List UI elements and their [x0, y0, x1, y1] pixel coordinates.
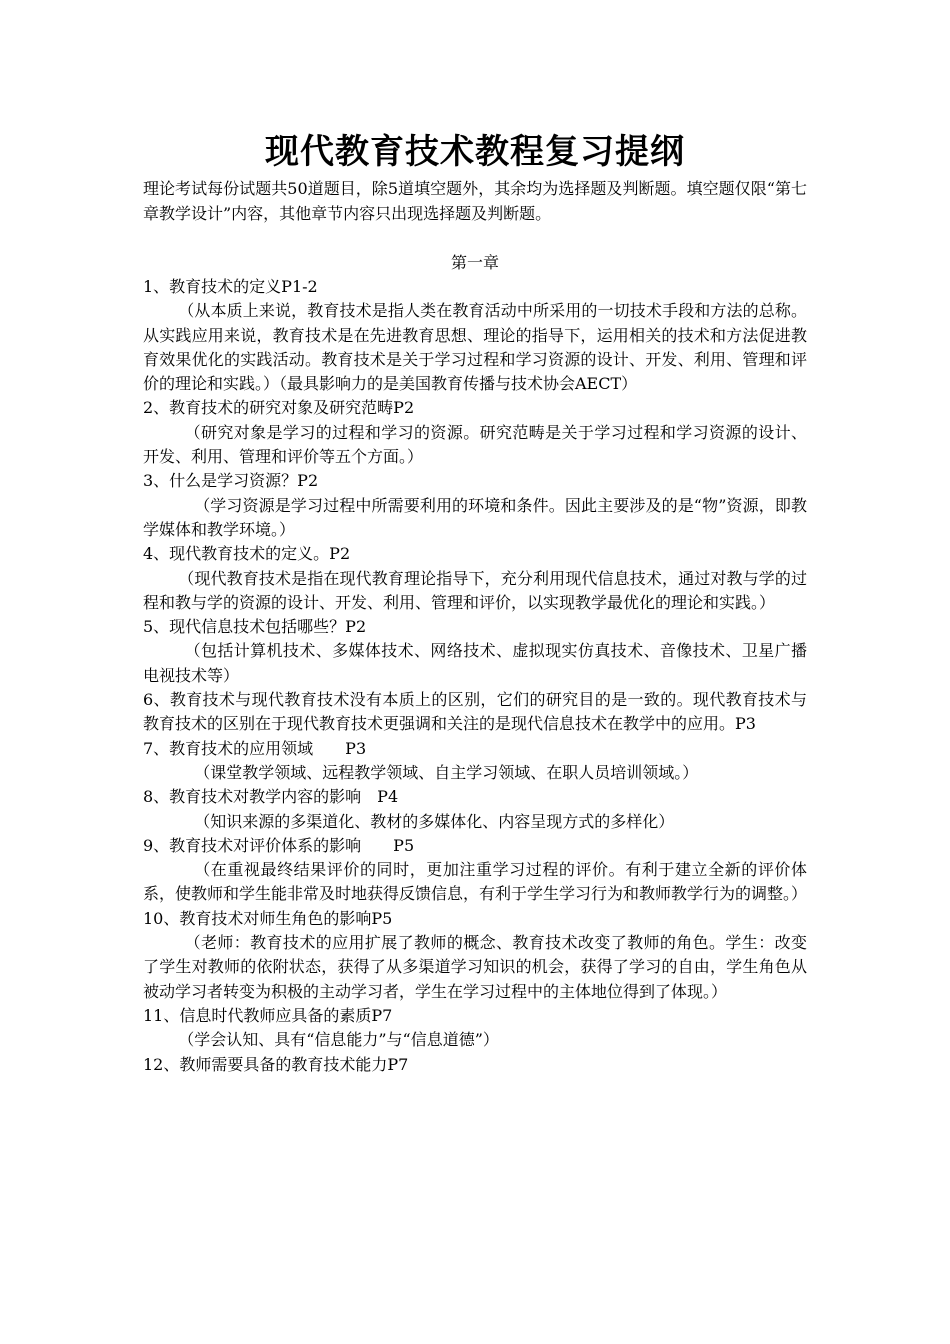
list-item: [143, 275, 807, 396]
answer-10: （老师：教育技术的应用扩展了教师的概念、教育技术改变了教师的角色。学生：改变了学生对教师的依附状态，获得了从多渠道学习知识的机会，获得了学习的自由，学生角色从被动学习者转变为积极的主动学习者，学生在学习过程中的主体地位得到了体现。）: [143, 933, 807, 1001]
chapter-heading: 第一章: [450, 253, 499, 272]
answer-4: （现代教育技术是指在现代教育理论指导下，充分利用现代信息技术，通过对教与学的过程和教与学的资源的设计、开发、利用、管理和评价，以实现教学最优化的理论和实践。）: [143, 568, 807, 612]
list-item: [143, 907, 807, 1004]
question-8: 8、教育技术对教学内容的影响 P4: [143, 787, 399, 807]
list-item: [143, 785, 807, 834]
question-2: 2、教育技术的研究对象及研究范畴P2: [143, 398, 415, 418]
list-item: [143, 542, 807, 615]
answer-5: （包括计算机技术、多媒体技术、网络技术、虚拟现实仿真技术、音像技术、卫星广播电视技术等）: [143, 641, 807, 685]
list-item: [143, 737, 807, 786]
question-9: 9、教育技术对评价体系的影响 P5: [143, 835, 415, 855]
list-item: [143, 1004, 807, 1053]
question-11: 11、信息时代教师应具备的素质P7: [143, 1005, 393, 1025]
question-12: 12、教师需要具备的教育技术能力P7: [143, 1054, 409, 1074]
question-4: 4、现代教育技术的定义。P2: [143, 544, 351, 564]
statement-6: 6、教育技术与现代教育技术没有本质上的区别，它们的研究目的是一致的。现代教育技术与教育技术的区别在于现代教育技术更强调和关注的是现代信息技术在教学中的应用。P3: [143, 690, 807, 734]
document-page: [143, 0, 807, 1077]
question-3: 3、什么是学习资源？P2: [143, 471, 319, 491]
question-7: 7、教育技术的应用领域 P3: [143, 738, 367, 758]
list-item: [143, 615, 807, 688]
answer-8: （知识来源的多渠道化、教材的多媒体化、内容呈现方式的多样化）: [194, 811, 675, 831]
document-title: 现代教育技术教程复习提纲: [265, 132, 685, 172]
list-item: [143, 469, 807, 542]
answer-3: （学习资源是学习过程中所需要利用的环境和条件。因此主要涉及的是“物”资源，即教学媒体和教学环境。）: [143, 495, 807, 539]
intro-paragraph: 理论考试每份试题共50道题目，除5道填空题外，其余均为选择题及判断题。填空题仅限“第七章教学设计”内容，其他章节内容只出现选择题及判断题。: [143, 179, 807, 223]
question-10: 10、教育技术对师生角色的影响P5: [143, 908, 393, 928]
answer-1: （从本质上来说，教育技术是指人类在教育活动中所采用的一切技术手段和方法的总称。从实践应用来说，教育技术是在先进教育思想、理论的指导下，运用相关的技术和方法促进教育效果优化的实践活动。教育技术是关于学习过程和学习资源的设计、开发、利用、管理和评价的理论和实践。）（最具影响力的是美国教育传播与技术协会AECT）: [143, 301, 807, 394]
question-1: 1、教育技术的定义P1-2: [143, 277, 318, 296]
list-item: [143, 396, 807, 469]
list-item: [143, 834, 807, 907]
question-5: 5、现代信息技术包括哪些？P2: [143, 617, 367, 637]
answer-11: （学会认知、具有“信息能力”与“信息道德”）: [178, 1030, 499, 1050]
answer-9: （在重视最终结果评价的同时，更加注重学习过程的评价。有利于建立全新的评价体系，使教师和学生能非常及时地获得反馈信息，有利于学生学习行为和教师教学行为的调整。）: [143, 860, 808, 904]
answer-7: （课堂教学领域、远程教学领域、自主学习领域、在职人员培训领域。）: [194, 762, 699, 782]
answer-2: （研究对象是学习的过程和学习的资源。研究范畴是关于学习过程和学习资源的设计、开发、利用、管理和评价等五个方面。）: [143, 422, 807, 467]
